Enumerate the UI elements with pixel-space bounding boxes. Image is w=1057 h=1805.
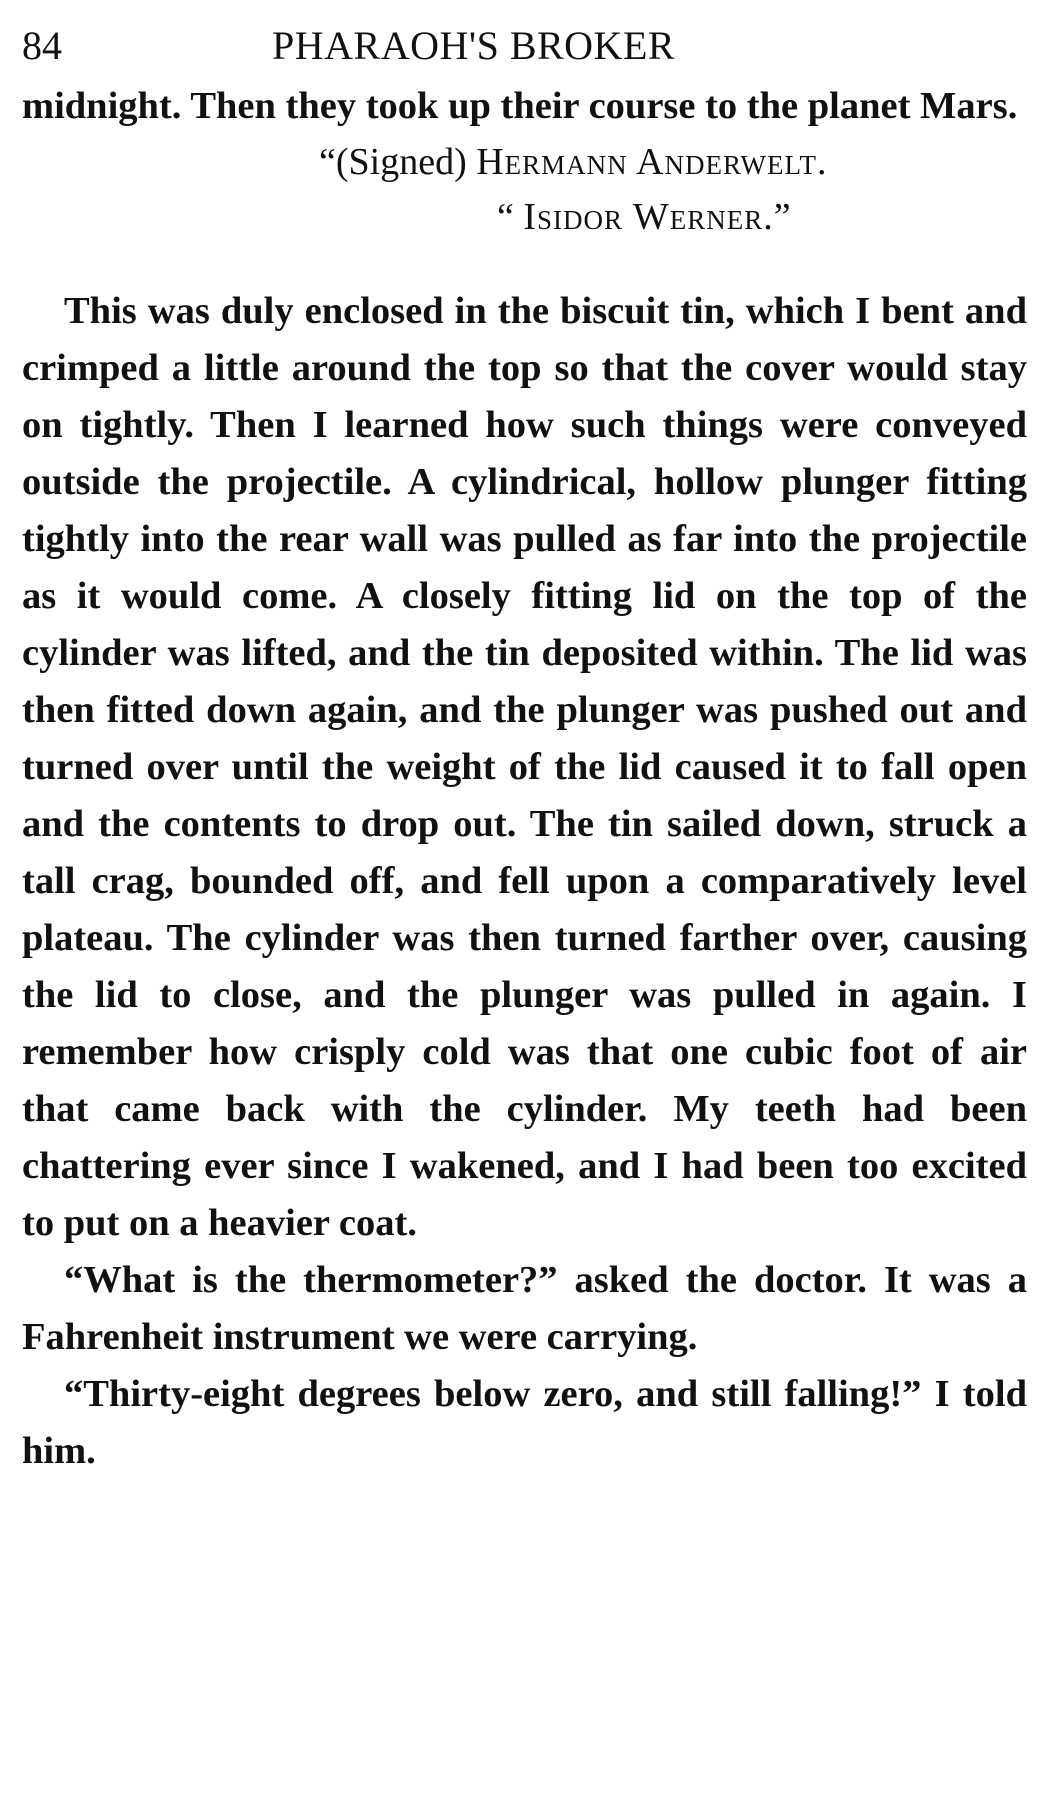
paragraph-thermometer-answer: “Thirty-eight degrees below zero, and still falling!” I told him. (22, 1373, 1027, 1472)
signatory-name-2: Isidor Werner. (523, 196, 774, 238)
page-number: 84 (22, 23, 62, 68)
continued-paragraph: midnight. Then they took up their course to the planet Mars. (22, 85, 1018, 127)
page-header (22, 14, 1027, 78)
running-title: PHARAOH'S BROKER (272, 23, 676, 68)
page-body (22, 78, 1027, 1480)
signature-line-2 (22, 190, 1027, 245)
quote-open: “ (497, 196, 524, 238)
book-page (22, 14, 1027, 1480)
signed-prefix: “(Signed) (319, 141, 477, 183)
signatory-name-1: Hermann Anderwelt. (476, 141, 828, 183)
paragraph-tin: This was duly enclosed in the biscuit tin, which I bent and crimped a little around the top so that the cover would stay on tightly. Then I learned how such things were conveyed outside the projectile. A cylindrical, hollow plunger fitting tightly into the rear wall was pulled as far into the projectile as it would come. A closely fitting lid on the top of the cylinder was lifted, and the tin deposited within. The lid was then fitted down again, and the plunger was pushed out and turned over until the weight of the lid caused it to fall open and the contents to drop out. The tin sailed down, struck a tall crag, bounded off, and fell upon a comparatively level plateau. The cylinder was then turned farther over, causing the lid to close, and the plunger was pulled in again. I remember how crisply cold was that one cubic foot of air that came back with the cylinder. My teeth had been chattering ever since I wakened, and I had been too excited to put on a heavier coat. (22, 290, 1027, 1244)
quote-close: ” (773, 196, 791, 238)
signature-block (22, 135, 1027, 245)
signature-line-1 (22, 135, 1027, 190)
paragraph-thermometer-question: “What is the thermometer?” asked the doctor. It was a Fahrenheit instrument we were carrying. (22, 1259, 1027, 1358)
